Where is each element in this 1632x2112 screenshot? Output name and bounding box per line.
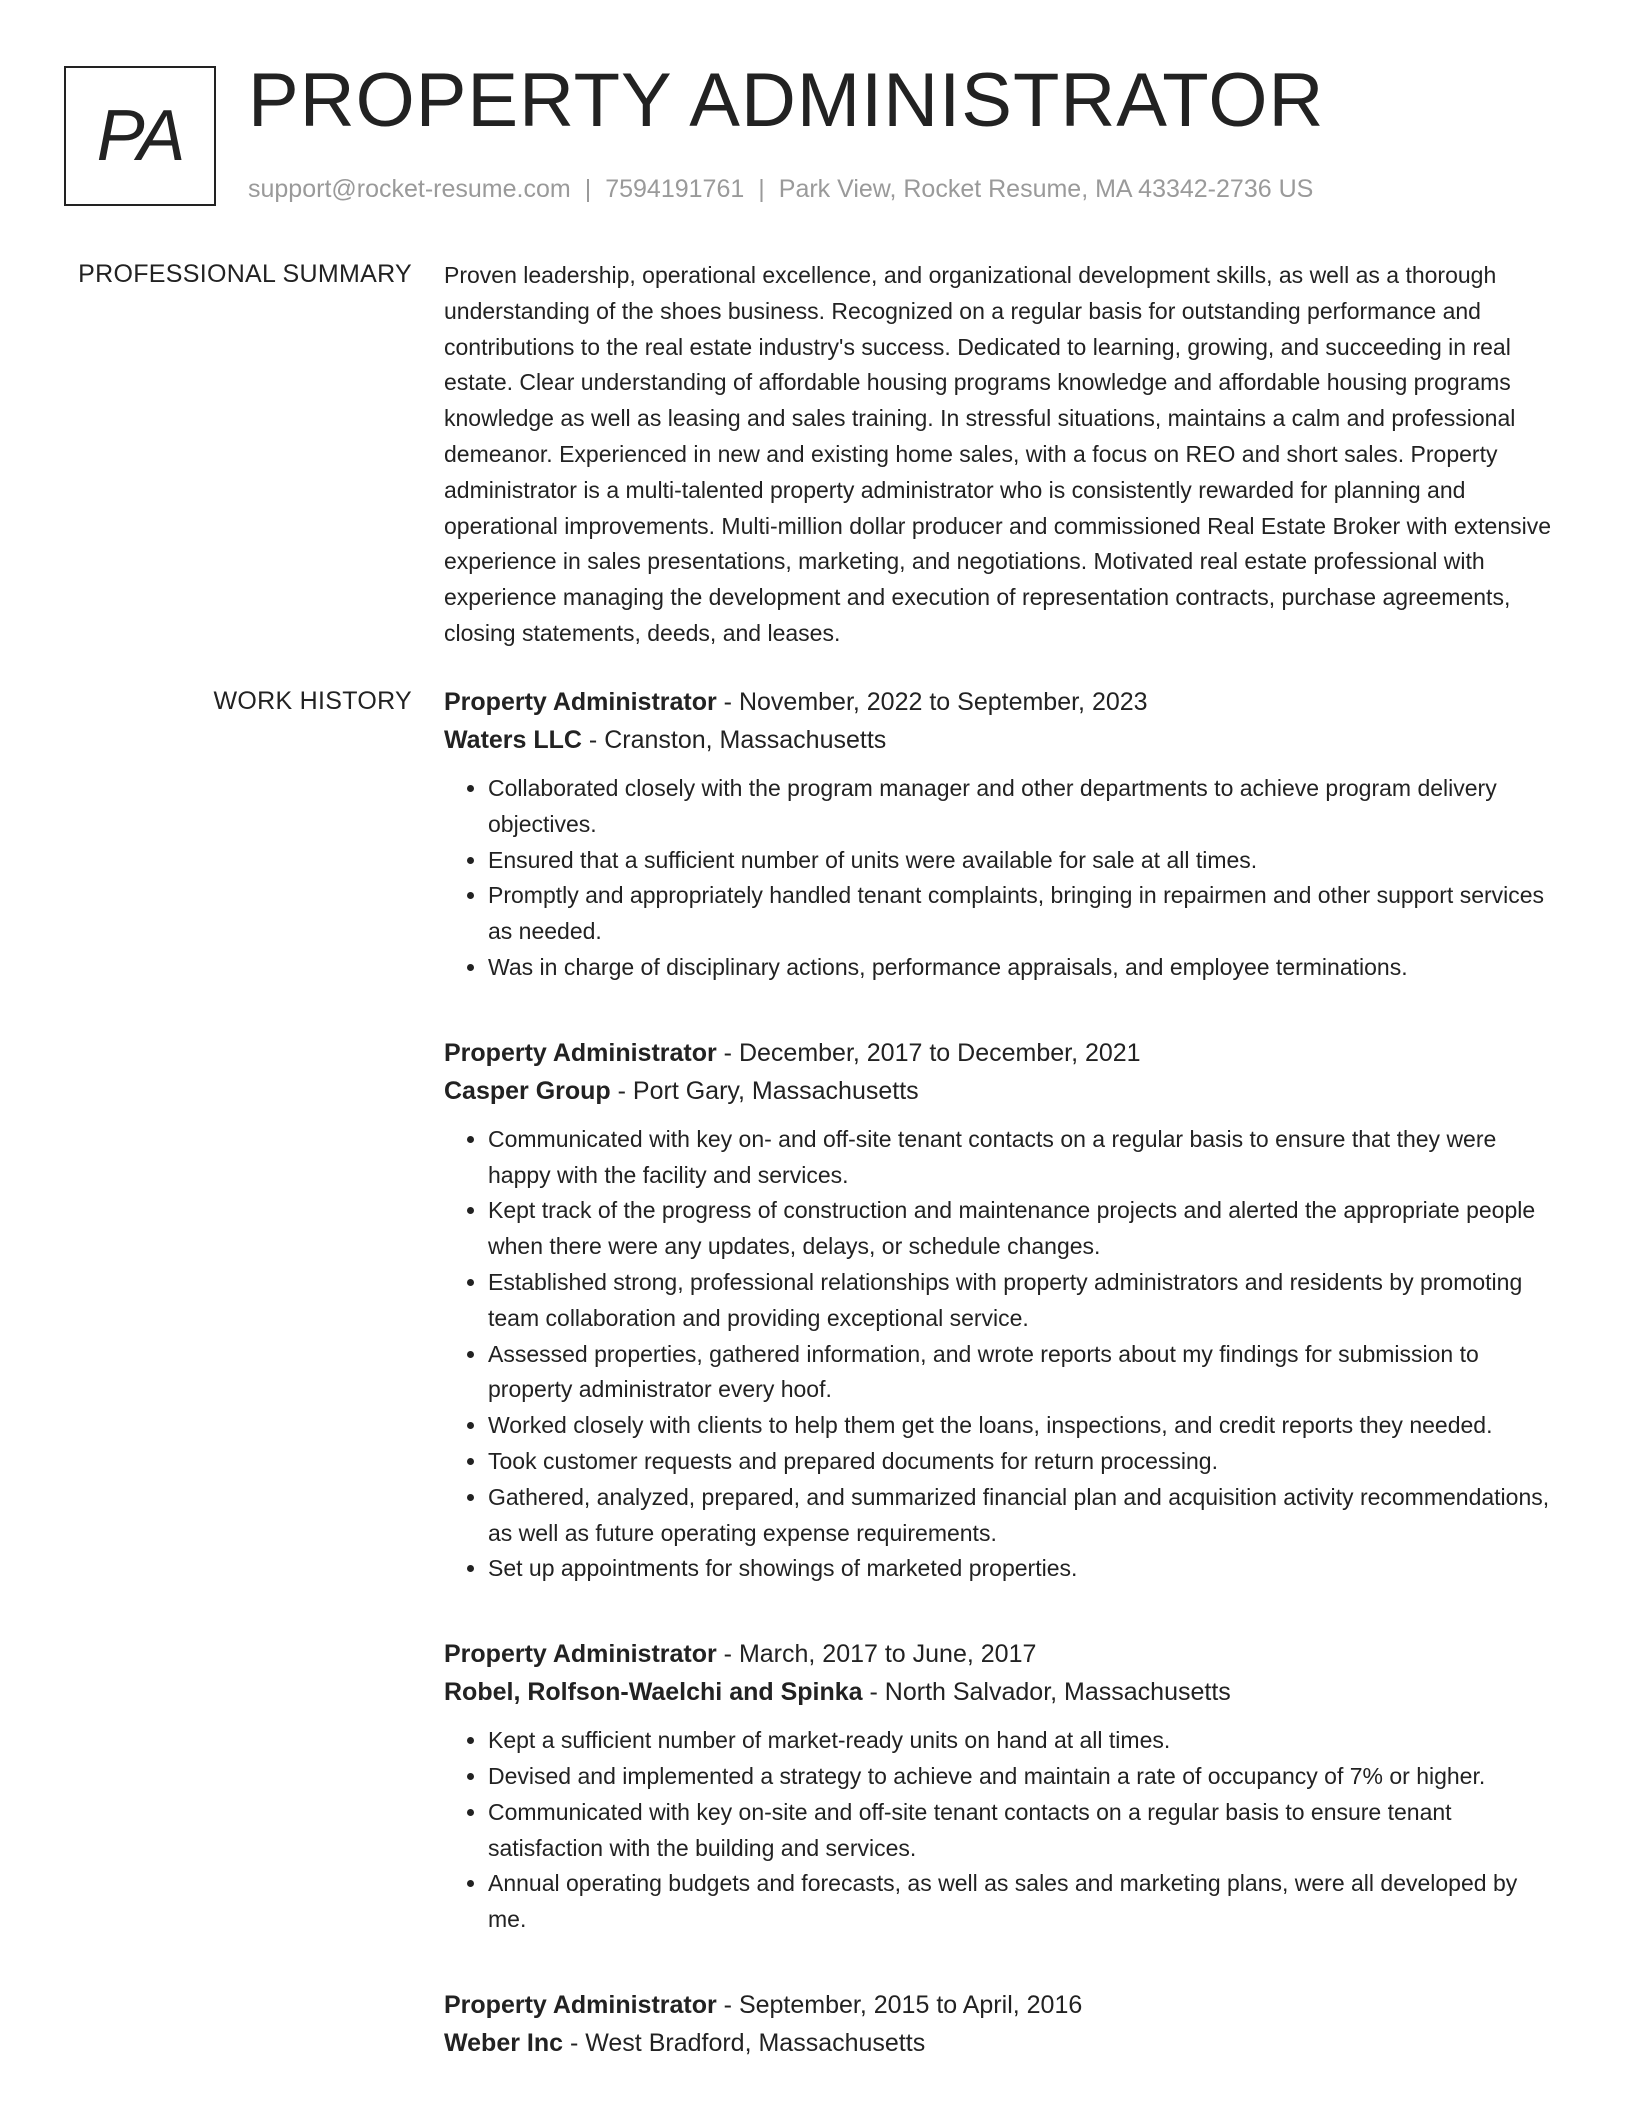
contact-separator: | <box>584 175 592 203</box>
job-company: Robel, Rolfson-Waelchi and Spinka <box>444 1678 863 1707</box>
monogram-badge <box>64 66 216 206</box>
job-bullet: • Collaborated closely with the program manager and other departments to achieve program delivery objectives. <box>488 771 1560 843</box>
job-bullet: • Took customer requests and prepared documents for return processing. <box>488 1444 1560 1480</box>
job-location: - Cranston, Massachusetts <box>581 726 887 754</box>
job-location: - North Salvador, Massachusetts <box>862 1678 1231 1707</box>
job-company: Waters LLC <box>444 726 582 754</box>
job-location: - West Bradford, Massachusetts <box>563 2028 926 2057</box>
job-title: Property Administrator <box>444 1038 717 1067</box>
job-bullet: • Promptly and appropriately handled tenant complaints, bringing in repairmen and other support services as needed. <box>488 878 1560 950</box>
summary-heading: PROFESSIONAL SUMMARY <box>78 260 412 288</box>
job-company-line <box>444 721 1560 759</box>
job-bullets <box>444 1723 1560 1938</box>
job-bullet: • Kept track of the progress of construction and maintenance projects and alerted the appropriate people when there were any updates, delays, or schedule changes. <box>488 1193 1560 1265</box>
job-title: Property Administrator <box>444 1640 717 1669</box>
job-title: Property Administrator <box>444 1990 717 2019</box>
job-company: Casper Group <box>444 1076 611 1105</box>
job-company-line <box>444 1673 1560 1711</box>
job-bullet: • Assessed properties, gathered information, and wrote reports about my findings for submission to property administrator every hoof. <box>488 1337 1560 1409</box>
job-bullets <box>444 1122 1560 1587</box>
job-title: Property Administrator <box>444 688 717 716</box>
job-bullet: • Was in charge of disciplinary actions, performance appraisals, and employee terminations. <box>488 950 1560 986</box>
job-entry <box>444 1986 1560 2062</box>
resume-title: PROPERTY ADMINISTRATOR <box>248 58 1325 143</box>
job-bullet: • Gathered, analyzed, prepared, and summarized financial plan and acquisition activity recommendations, as well as future operating expense requirements. <box>488 1480 1560 1552</box>
job-company-line <box>444 1072 1560 1110</box>
job-bullet: • Communicated with key on- and off-site tenant contacts on a regular basis to ensure that they were happy with the facility and services. <box>488 1122 1560 1194</box>
job-bullet: • Set up appointments for showings of marketed properties. <box>488 1551 1560 1587</box>
job-entry <box>444 1635 1560 1938</box>
job-title-line <box>444 1034 1560 1072</box>
contact-address: Park View, Rocket Resume, MA 43342-2736 US <box>778 175 1314 203</box>
work-history-body <box>444 683 1560 2110</box>
job-entry <box>444 1034 1560 1587</box>
job-bullet: • Annual operating budgets and forecasts, as well as sales and marketing plans, were all developed by me. <box>488 1866 1560 1938</box>
job-dates: - November, 2022 to September, 2023 <box>716 688 1148 716</box>
contact-email[interactable]: support@rocket-resume.com <box>248 175 571 203</box>
job-location: - Port Gary, Massachusetts <box>610 1076 919 1105</box>
job-bullet: • Worked closely with clients to help them get the loans, inspections, and credit reports they needed. <box>488 1408 1560 1444</box>
job-entry <box>444 683 1560 986</box>
job-dates: - September, 2015 to April, 2016 <box>716 1990 1083 2019</box>
job-bullet: • Ensured that a sufficient number of units were available for sale at all times. <box>488 843 1560 879</box>
job-bullet: • Established strong, professional relationships with property administrators and residents by promoting team collaboration and providing exceptional service. <box>488 1265 1560 1337</box>
job-bullets <box>444 771 1560 986</box>
job-bullet: • Devised and implemented a strategy to achieve and maintain a rate of occupancy of 7% or higher. <box>488 1759 1560 1795</box>
job-company: Weber Inc <box>444 2028 564 2057</box>
summary-body <box>444 258 1560 652</box>
contact-line <box>248 172 1313 206</box>
job-title-line <box>444 683 1560 721</box>
job-company-line <box>444 2024 1560 2062</box>
summary-paragraph: Proven leadership, operational excellence, and organizational development skills, as well as a thorough understanding of the shoes business. Recognized on a regular basis for outstanding performance and contributions to the real estate industry's success. Dedicated to learning, growing, and succeeding in real estate. Clear understanding of affordable housing programs knowledge and affordable housing programs knowledge as well as leasing and sales training. In stressful situations, maintains a calm and professional demeanor. Experienced in new and existing home sales, with a focus on REO and short sales. Property administrator is a multi-talented property administrator who is consistently rewarded for planning and operational improvements. Multi-million dollar producer and commissioned Real Estate Broker with extensive experience in sales presentations, marketing, and negotiations. Motivated real estate professional with experience managing the development and execution of representation contracts, purchase agreements, closing statements, deeds, and leases. <box>444 262 1552 646</box>
contact-phone[interactable]: 7594191761 <box>605 175 745 203</box>
job-bullet: • Communicated with key on-site and off-site tenant contacts on a regular basis to ensure tenant satisfaction with the building and services. <box>488 1795 1560 1867</box>
job-dates: - December, 2017 to December, 2021 <box>716 1038 1141 1067</box>
job-dates: - March, 2017 to June, 2017 <box>716 1640 1037 1669</box>
job-title-line <box>444 1635 1560 1673</box>
contact-separator: | <box>758 175 765 203</box>
job-bullet: • Kept a sufficient number of market-ready units on hand at all times. <box>488 1723 1560 1759</box>
work-history-heading: WORK HISTORY <box>213 687 412 715</box>
monogram-initials: PA <box>96 96 184 176</box>
job-title-line <box>444 1986 1560 2024</box>
